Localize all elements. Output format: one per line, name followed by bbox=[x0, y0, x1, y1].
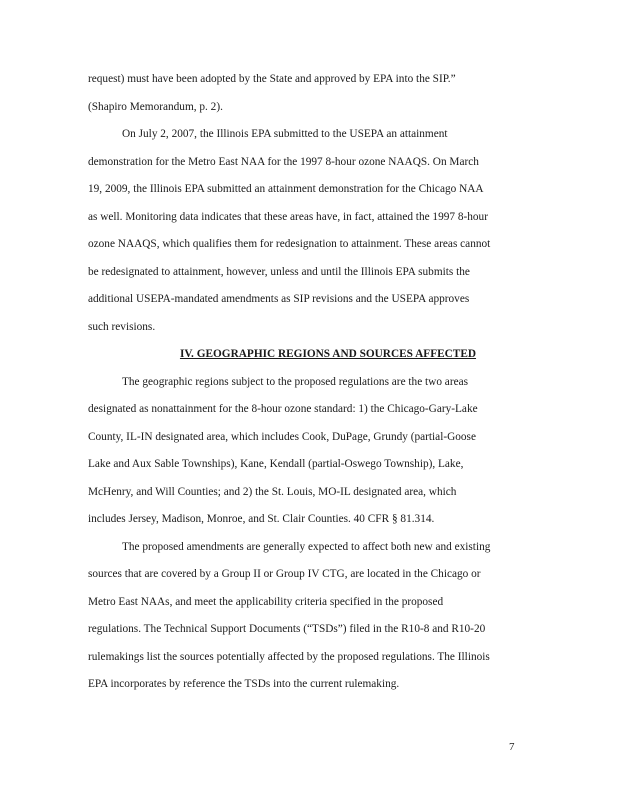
text-line: request) must have been adopted by the State and approved by EPA into the SIP.” bbox=[88, 73, 456, 85]
text-line: McHenry, and Will Counties; and 2) the St. Louis, MO-IL designated area, which bbox=[88, 485, 457, 498]
text-line: demonstration for the Metro East NAA for the 1997 8-hour ozone NAAQS. On March bbox=[88, 155, 479, 168]
text-line: additional USEPA-mandated amendments as SIP revisions and the USEPA approves bbox=[88, 293, 470, 305]
text-line: as well. Monitoring data indicates that these areas have, in fact, attained the 1997 8-hour bbox=[88, 210, 488, 223]
text-line: Lake and Aux Sable Townships), Kane, Kendall (partial-Oswego Township), Lake, bbox=[88, 458, 464, 470]
text-line: designated as nonattainment for the 8-hour ozone standard: 1) the Chicago-Gary-Lake bbox=[88, 403, 478, 415]
text-line: ozone NAAQS, which qualifies them for redesignation to attainment. These areas cannot bbox=[88, 238, 491, 250]
text-line: EPA incorporates by reference the TSDs into the current rulemaking. bbox=[88, 678, 400, 690]
body-text bbox=[88, 66, 558, 699]
text-line: be redesignated to attainment, however, unless and until the Illinois EPA submits the bbox=[88, 265, 470, 278]
text-line: rulemakings list the sources potentially affected by the proposed regulations. The Illinois bbox=[88, 650, 490, 663]
page-number: 7 bbox=[509, 741, 515, 753]
text-line: The proposed amendments are generally expected to affect both new and existing bbox=[122, 540, 491, 553]
text-line: includes Jersey, Madison, Monroe, and St. Clair Counties. 40 CFR § 81.314. bbox=[88, 513, 435, 525]
text-line: sources that are covered by a Group II or Group IV CTG, are located in the Chicago or bbox=[88, 568, 481, 580]
text-line: (Shapiro Memorandum, p. 2). bbox=[88, 100, 223, 113]
text-line: 19, 2009, the Illinois EPA submitted an attainment demonstration for the Chicago NAA bbox=[88, 183, 484, 195]
text-line: On July 2, 2007, the Illinois EPA submitted to the USEPA an attainment bbox=[122, 128, 448, 140]
text-line: such revisions. bbox=[88, 320, 156, 333]
text-line: Metro East NAAs, and meet the applicability criteria specified in the proposed bbox=[88, 595, 444, 608]
text-line: County, IL-IN designated area, which includes Cook, DuPage, Grundy (partial-Goose bbox=[88, 430, 476, 443]
text-line: regulations. The Technical Support Documents (“TSDs”) filed in the R10-8 and R10-20 bbox=[88, 623, 486, 635]
text-line: The geographic regions subject to the proposed regulations are the two areas bbox=[122, 375, 469, 388]
section-heading: IV. GEOGRAPHIC REGIONS AND SOURCES AFFECTED bbox=[179, 348, 477, 360]
